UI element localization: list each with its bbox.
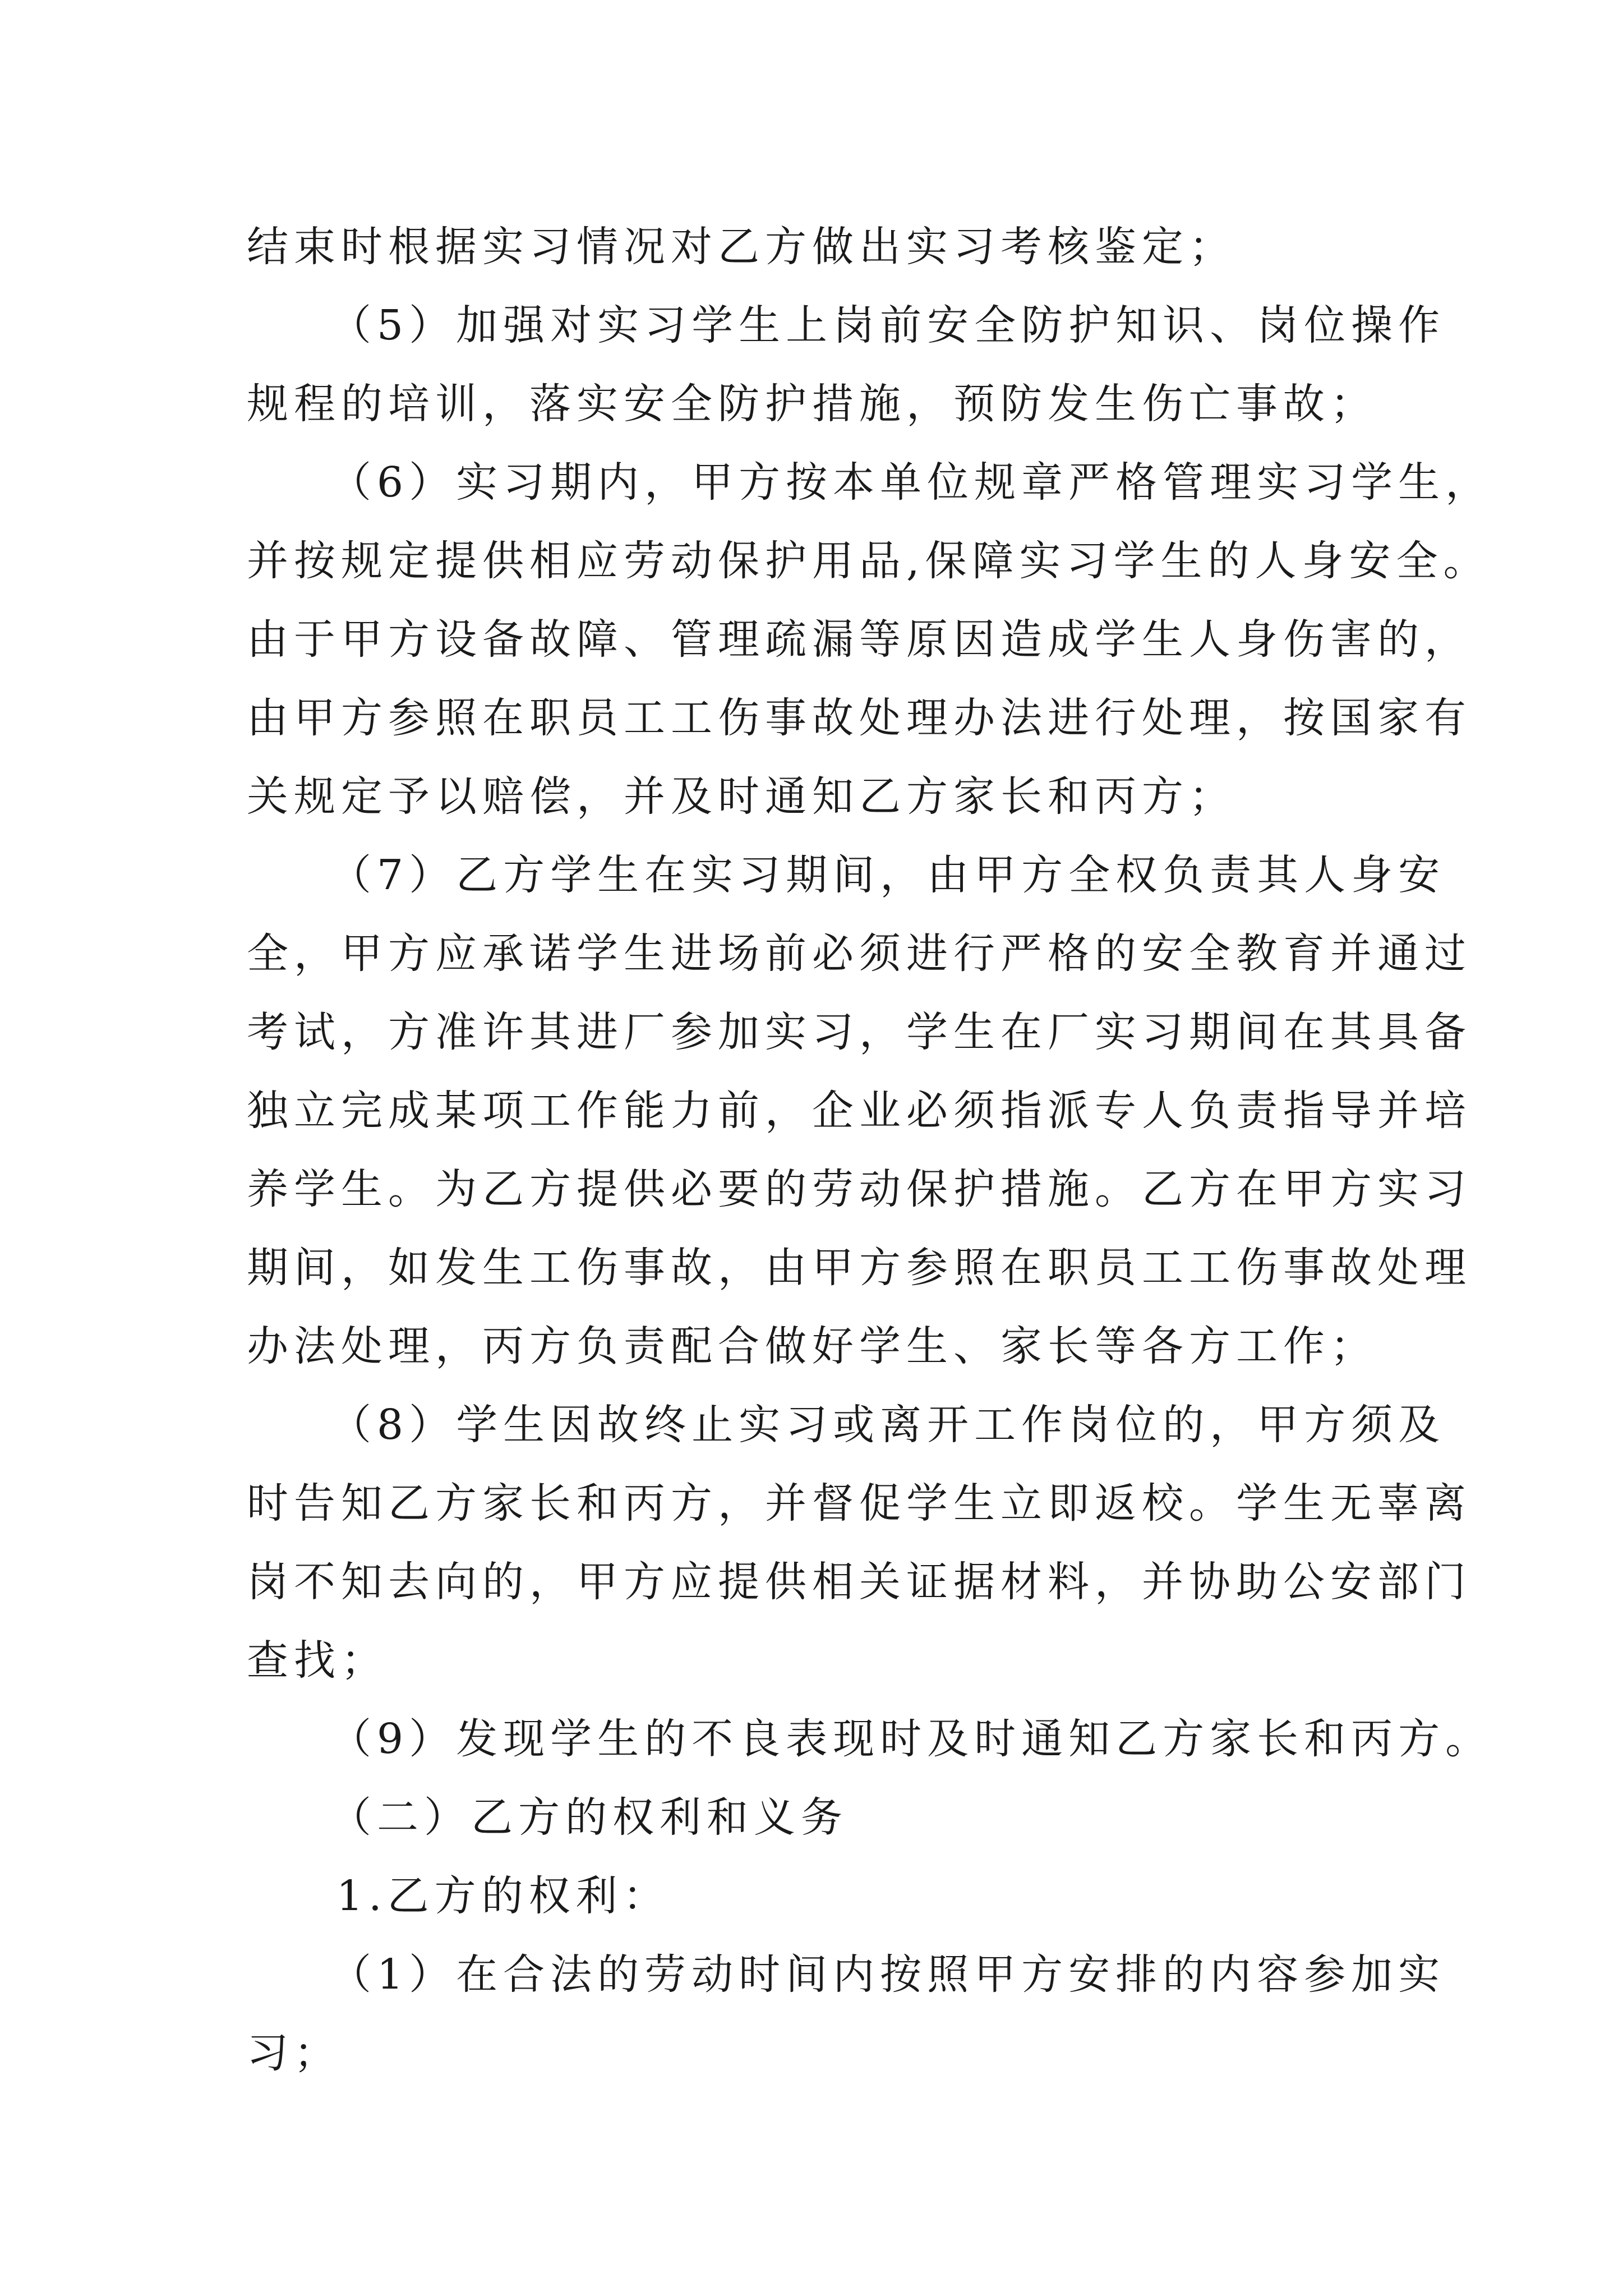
- text-line: 由于甲方设备故障、管理疏漏等原因造成学生人身伤害的，: [247, 615, 1472, 664]
- subsection-heading: [247, 1857, 1385, 1935]
- text-line: 考试，方准许其进厂参加实习，学生在厂实习期间在其具备: [247, 1008, 1472, 1056]
- text-line: （5）加强对实习学生上岗前安全防护知识、岗位操作: [330, 301, 1446, 349]
- text-line: （9）发现学生的不良表现时及时通知乙方家长和丙方。: [330, 1715, 1493, 1763]
- heading-line: 1.乙方的权利：: [336, 1872, 670, 1920]
- text-line: 独立完成某项工作能力前，企业必须指派专人负责指导并培: [247, 1087, 1472, 1135]
- text-line: （8）学生因故终止实习或离开工作岗位的，甲方须及: [330, 1401, 1446, 1449]
- paragraph-item-5: [247, 286, 1446, 443]
- heading-line: （二）乙方的权利和义务: [330, 1793, 848, 1842]
- text-line: （6）实习期内，甲方按本单位规章严格管理实习学生，: [330, 458, 1493, 507]
- text-line: 由甲方参照在职员工工伤事故处理办法进行处理，按国家有: [247, 694, 1472, 742]
- text-line: 办法处理，丙方负责配合做好学生、家长等各方工作；: [247, 1322, 1377, 1370]
- text-line: 习；: [247, 2029, 341, 2077]
- paragraph-item-9: [247, 1700, 1493, 1778]
- text-line: 养学生。为乙方提供必要的劳动保护措施。乙方在甲方实习: [247, 1165, 1472, 1213]
- document-body: [247, 208, 1493, 2092]
- text-line: 规程的培训，落实安全防护措施，预防发生伤亡事故；: [247, 380, 1377, 428]
- text-line: （7）乙方学生在实习期间，由甲方全权负责其人身安: [330, 851, 1446, 899]
- paragraph-item-6: [247, 443, 1493, 836]
- paragraph-item-7: [247, 836, 1472, 1386]
- text-line: 岗不知去向的，甲方应提供相关证据材料，并协助公安部门: [247, 1558, 1472, 1606]
- text-line: 结束时根据实习情况对乙方做出实习考核鉴定；: [247, 223, 1236, 271]
- paragraph-continuation: [247, 208, 1385, 286]
- text-line: 时告知乙方家长和丙方，并督促学生立即返校。学生无辜离: [247, 1479, 1472, 1527]
- text-line: 关规定予以赔偿，并及时通知乙方家长和丙方；: [247, 772, 1236, 821]
- text-line: 并按规定提供相应劳动保护用品,保障实习学生的人身安全。: [247, 537, 1491, 585]
- section-heading: [247, 1778, 1385, 1857]
- text-line: （1）在合法的劳动时间内按照甲方安排的内容参加实: [330, 1950, 1446, 1999]
- paragraph-right-1: [247, 1935, 1446, 2092]
- text-line: 全，甲方应承诺学生进场前必须进行严格的安全教育并通过: [247, 930, 1472, 978]
- text-line: 查找；: [247, 1636, 388, 1685]
- paragraph-item-8: [247, 1386, 1472, 1700]
- text-line: 期间，如发生工伤事故，由甲方参照在职员工工伤事故处理: [247, 1244, 1472, 1292]
